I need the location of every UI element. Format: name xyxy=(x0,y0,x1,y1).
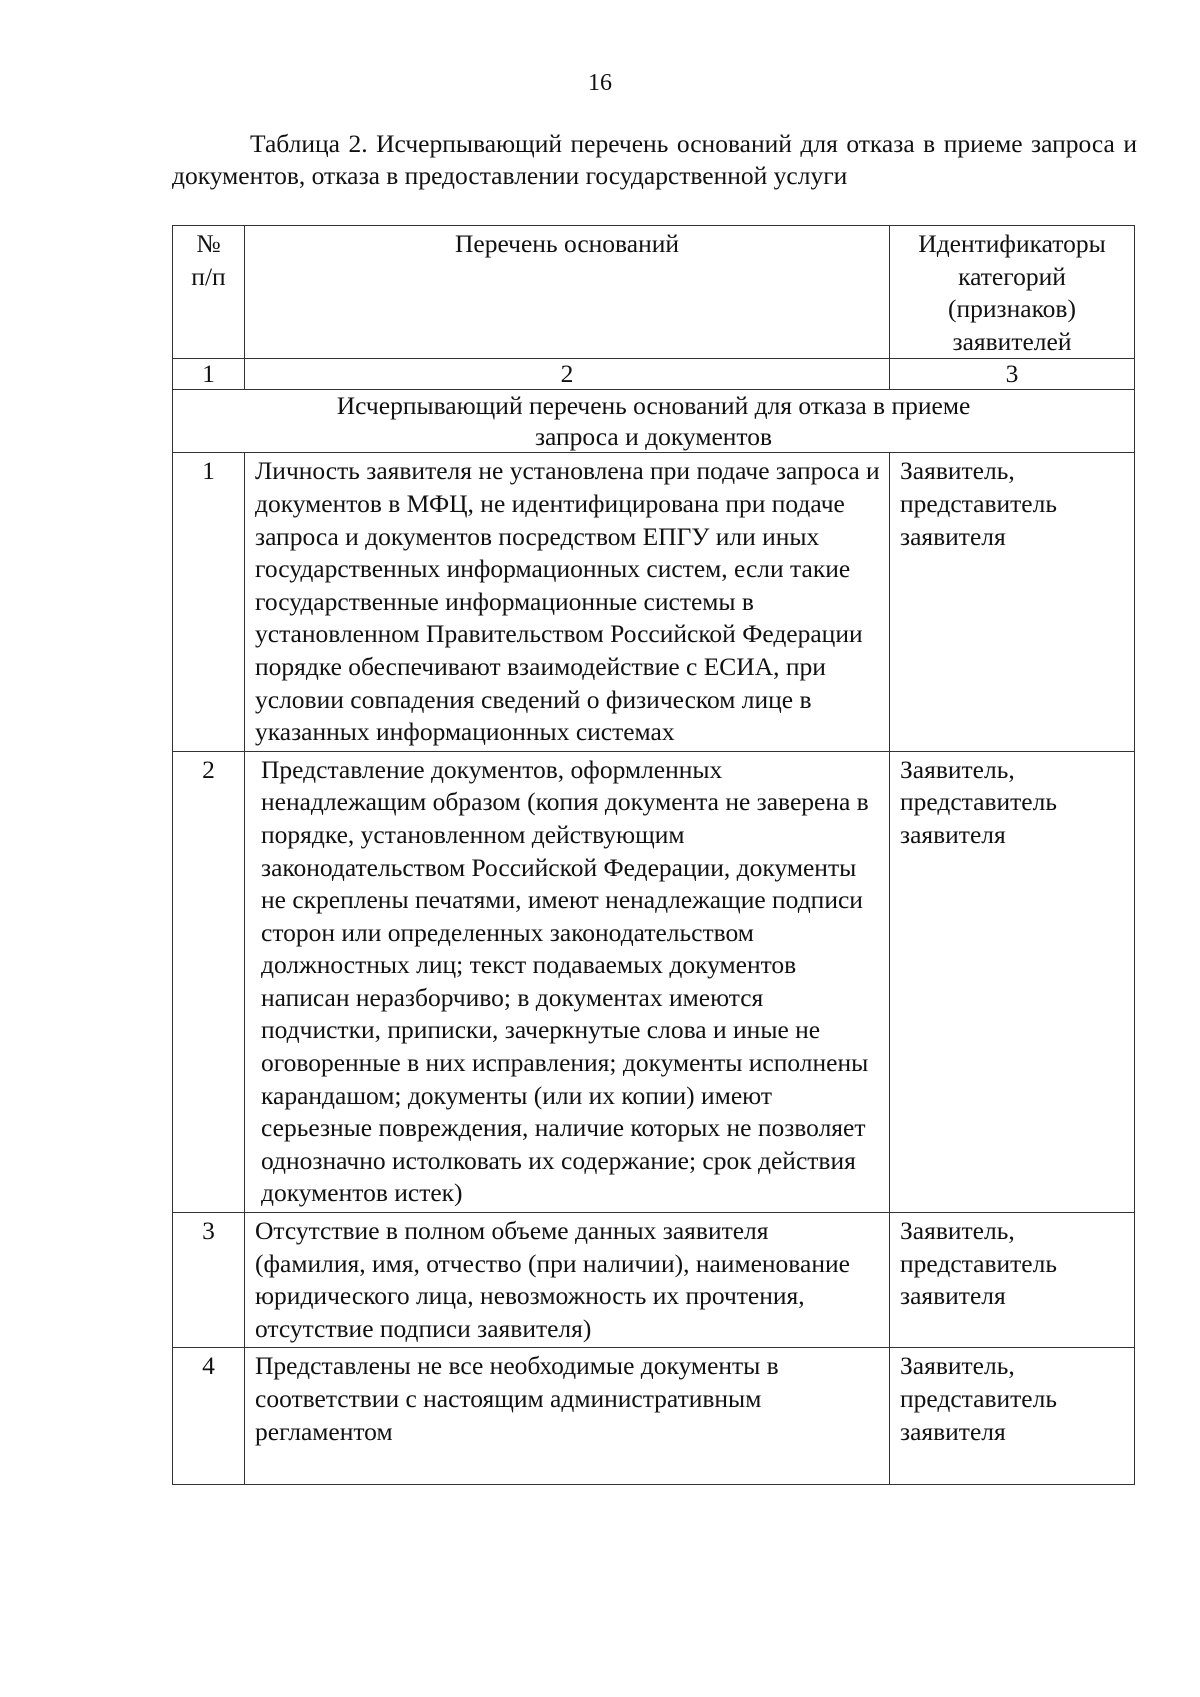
row-number: 2 xyxy=(173,751,245,1212)
section-title: Исчерпывающий перечень оснований для отказа в приеме запроса и документов xyxy=(173,390,1135,453)
row-applicants: Заявитель, представитель заявителя xyxy=(890,453,1135,751)
column-number-row xyxy=(173,359,1135,390)
row-applicants: Заявитель, представитель заявителя xyxy=(890,1213,1135,1348)
column-number: 3 xyxy=(890,359,1135,390)
row-ground-text: Отсутствие в полном объеме данных заявителя (фамилия, имя, отчество (при наличии), наименование юридического лица, невозможность их прочтения, отсутствие подписи заявителя) xyxy=(245,1213,890,1348)
column-number: 2 xyxy=(245,359,890,390)
header-number: № п/п xyxy=(173,226,245,359)
table-row xyxy=(173,751,1135,1212)
row-number: 3 xyxy=(173,1213,245,1348)
refusal-grounds-table xyxy=(172,225,1135,1485)
column-number: 1 xyxy=(173,359,245,390)
header-applicant-ids: Идентификаторы категорий (признаков) заявителей xyxy=(890,226,1135,359)
table-caption: Таблица 2. Исчерпывающий перечень оснований для отказа в приеме запроса и документов, отказа в предоставлении государственной услуги xyxy=(172,129,1137,190)
table-row xyxy=(173,453,1135,751)
row-number: 4 xyxy=(173,1348,245,1485)
header-grounds: Перечень оснований xyxy=(245,226,890,359)
row-ground-text: Личность заявителя не установлена при подаче запроса и документов в МФЦ, не идентифицирована при подаче запроса и документов посредством ЕПГУ или иных государственных информационных систем, если такие государственные информационные системы в установленном Правительством Российской Федерации порядке обеспечивают взаимодействие с ЕСИА, при условии совпадения сведений о физическом лице в указанных информационных системах xyxy=(245,453,890,751)
table-row xyxy=(173,1348,1135,1485)
row-ground-text: Представление документов, оформленных ненадлежащим образом (копия документа не заверена в порядке, установленном действующим законодательством Российской Федерации, документы не скреплены печатями, имеют ненадлежащие подписи сторон или определенных законодательством должностных лиц; текст подаваемых документов написан неразборчиво; в документах имеются подчистки, приписки, зачеркнутые слова и иные не оговоренные в них исправления; документы исполнены карандашом; документы (или их копии) имеют серьезные повреждения, наличие которых не позволяет однозначно истолковать их содержание; срок действия документов истек) xyxy=(245,751,890,1212)
table-row xyxy=(173,1213,1135,1348)
row-number: 1 xyxy=(173,453,245,751)
table-header-row xyxy=(173,226,1135,359)
section-row xyxy=(173,390,1135,453)
row-ground-text: Представлены не все необходимые документы в соответствии с настоящим административным регламентом xyxy=(245,1348,890,1485)
row-applicants: Заявитель, представитель заявителя xyxy=(890,1348,1135,1485)
page-number: 16 xyxy=(588,70,612,96)
row-applicants: Заявитель, представитель заявителя xyxy=(890,751,1135,1212)
